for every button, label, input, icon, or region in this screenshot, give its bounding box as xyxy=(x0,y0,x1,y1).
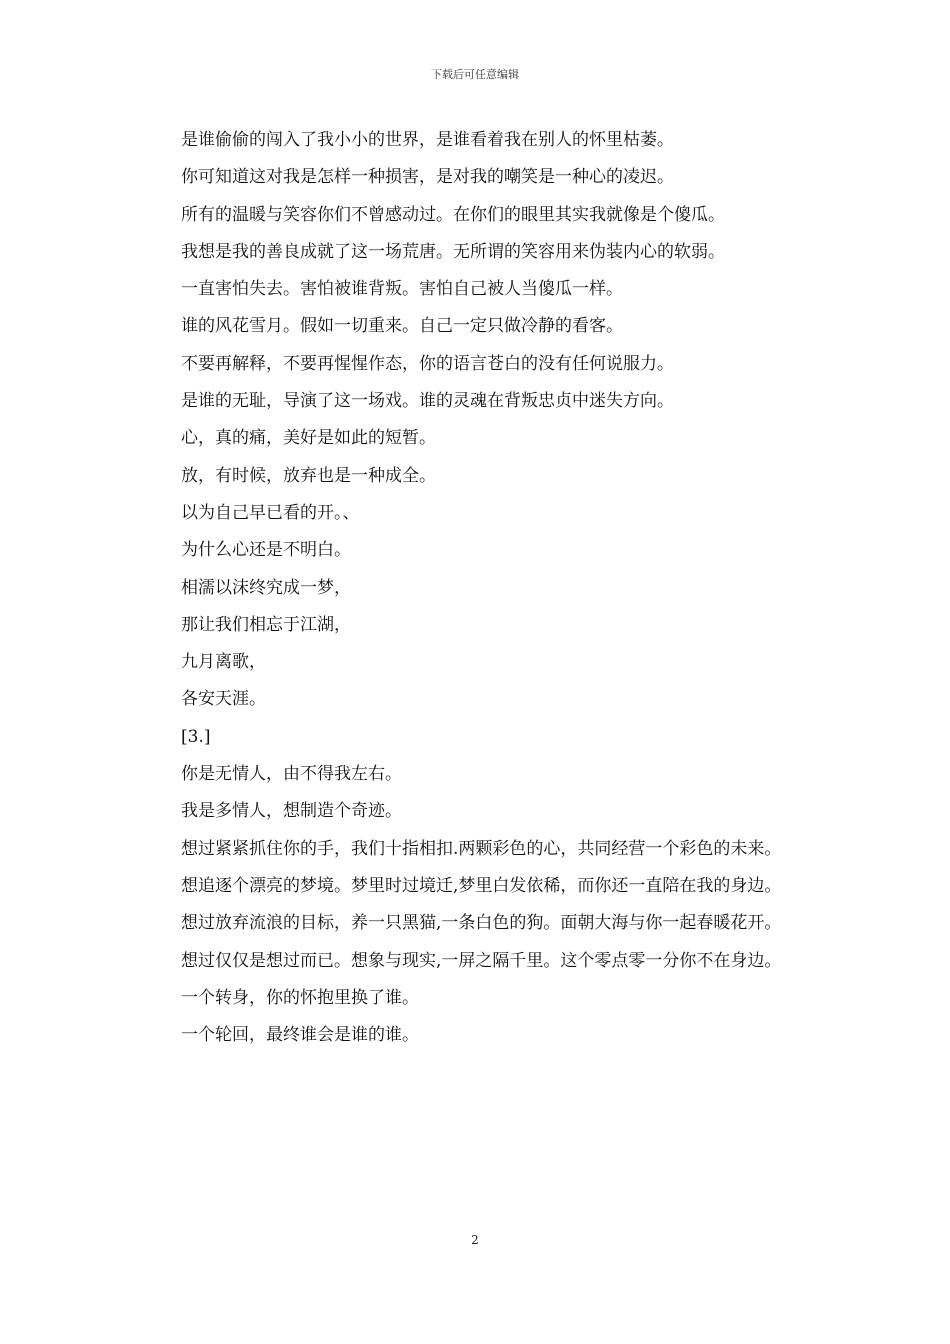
paragraph: 为什么心还是不明白。 xyxy=(181,540,351,561)
paragraph: 所有的温暖与笑容你们不曾感动过。在你们的眼里其实我就像是个傻瓜。 xyxy=(181,204,725,225)
paragraph: 一直害怕失去。害怕被谁背叛。害怕自己被人当傻瓜一样。 xyxy=(181,279,623,300)
paragraph: 谁的风花雪月。假如一切重来。自己一定只做冷静的看客。 xyxy=(181,316,623,337)
section-marker: [3.] xyxy=(181,726,211,747)
paragraph: 九月离歌， xyxy=(181,652,266,673)
paragraph: 以为自己早已看的开。、 xyxy=(181,502,360,523)
paragraph: 相濡以沫终究成一梦， xyxy=(181,577,351,598)
paragraph: 我是多情人，想制造个奇迹。 xyxy=(181,801,402,822)
paragraph: 是谁偷偷的闯入了我小小的世界，是谁看着我在别人的怀里枯萎。 xyxy=(181,130,674,150)
paragraph: 那让我们相忘于江湖， xyxy=(181,614,351,635)
paragraph: 想过仅仅是想过而已。想象与现实,一屏之隔千里。这个零点零一分你不在身边。 xyxy=(181,950,782,971)
paragraph: 各安天涯。 xyxy=(181,689,266,710)
paragraph: 想追逐个漂亮的梦境。梦里时过境迁,梦里白发依稀，而你还一直陪在我的身边。 xyxy=(181,875,782,896)
paragraph: 放，有时候，放弃也是一种成全。 xyxy=(181,465,436,486)
paragraph: 一个转身，你的怀抱里换了谁。 xyxy=(181,987,419,1008)
page-header: 下载后可任意编辑 xyxy=(431,68,519,81)
paragraph: 你是无情人，由不得我左右。 xyxy=(181,764,402,785)
paragraph: 想过放弃流浪的目标，养一只黑猫,一条白色的狗。面朝大海与你一起春暖花开。 xyxy=(181,913,782,934)
paragraph: 你可知道这对我是怎样一种损害，是对我的嘲笑是一种心的凌迟。 xyxy=(181,167,674,188)
paragraph: 我想是我的善良成就了这一场荒唐。无所谓的笑容用来伪装内心的软弱。 xyxy=(181,241,725,262)
paragraph: 不要再解释，不要再惺惺作态，你的语言苍白的没有任何说服力。 xyxy=(181,353,674,374)
paragraph: 想过紧紧抓住你的手，我们十指相扣.两颗彩色的心，共同经营一个彩色的未来。 xyxy=(181,838,782,859)
paragraph: 一个轮回，最终谁会是谁的谁。 xyxy=(181,1025,419,1046)
document-body xyxy=(146,122,808,1054)
paragraph: 是谁的无耻，导演了这一场戏。谁的灵魂在背叛忠贞中迷失方向。 xyxy=(181,391,674,412)
paragraph: 心，真的痛，美好是如此的短暂。 xyxy=(181,428,436,449)
page-number: 2 xyxy=(471,1233,479,1247)
